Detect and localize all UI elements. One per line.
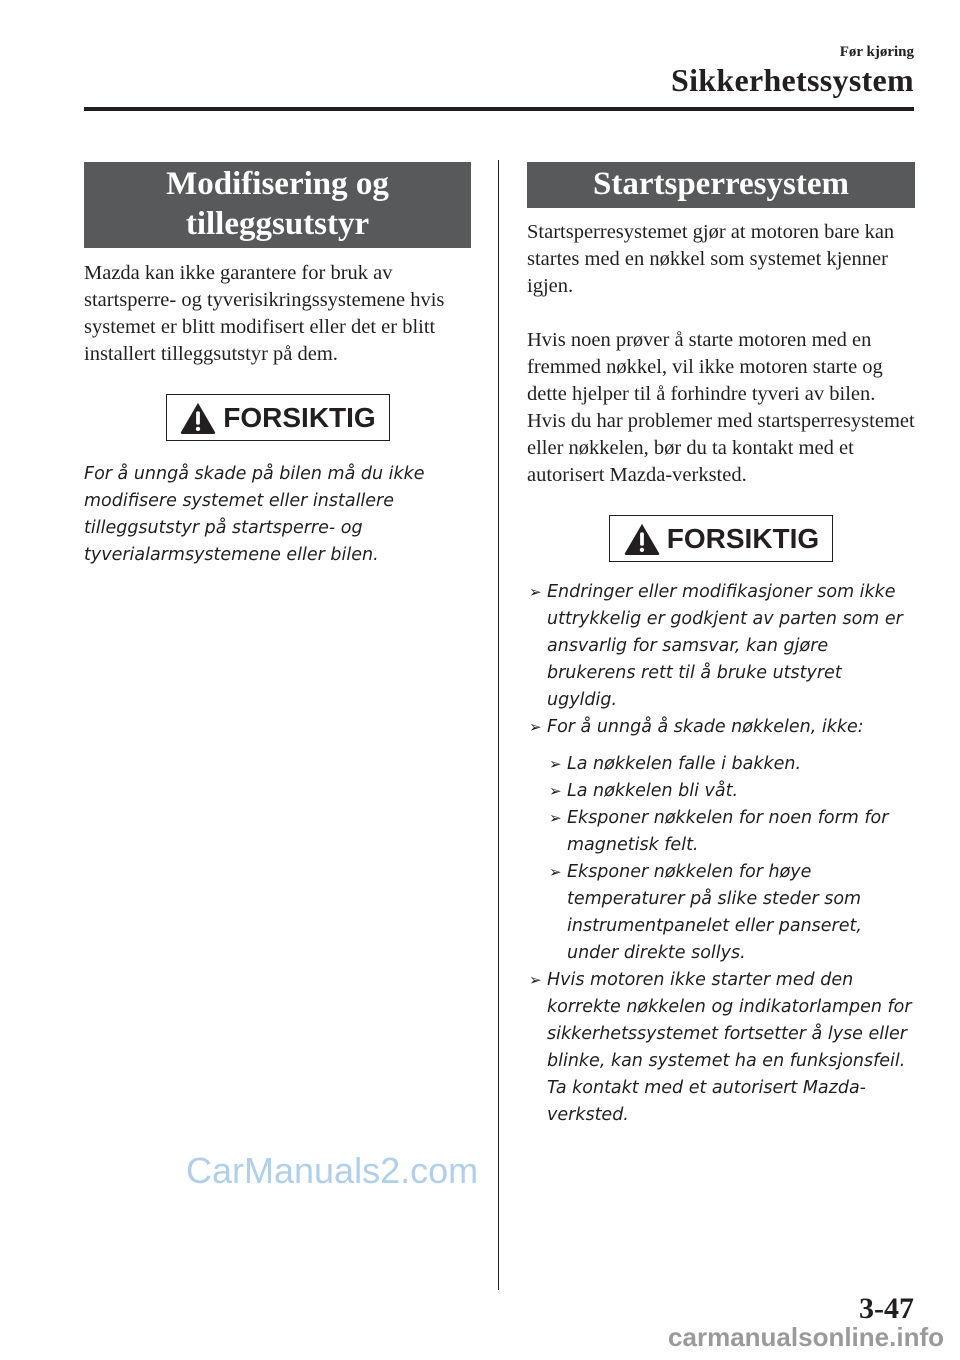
left-title-line1: Modifisering og [166, 166, 389, 202]
left-caution-label: FORSIKTIG [223, 401, 376, 433]
list-item: ➢ Hvis motoren ikke starter med den korrekte nøkkelen og indikatorlampen for sikkerhetssystemet fortsetter å lyse eller blinke, kan systemet ha en funksjonsfeil. Ta kontakt med et autorisert Mazda-verksted. [527, 967, 915, 1129]
left-title-line2: tilleggsutstyr [185, 206, 370, 242]
key-sub-bullet-list [527, 751, 915, 967]
right-para-2: Hvis noen prøver å starte motoren med en fremmed nøkkel, vil ikke motoren starte og dette hjelper til å forhindre tyveri av bilen. [527, 329, 883, 405]
watermark-text: CarManuals2.com [186, 1150, 479, 1191]
left-caution-text: For å unngå skade på bilen må du ikke modifisere systemet eller installere tilleggsutstyr på startsperre- og tyverialarmsystemene eller bilen. [84, 464, 425, 565]
list-item: ➢ La nøkkelen bli våt. [547, 778, 915, 805]
list-item: ➢ Eksponer nøkkelen for noen form for magnetisk felt. [547, 805, 915, 859]
right-caution-label: FORSIKTIG [666, 522, 820, 554]
chapter-label: Før kjøring [839, 44, 914, 60]
warning-triangle-icon [623, 522, 661, 556]
caution-bullet-list [527, 579, 915, 741]
arrow-bullet-icon: ➢ [549, 809, 562, 827]
header-rule [84, 107, 914, 111]
left-caution-box [166, 394, 390, 441]
right-section-title: Startsperresystem [527, 162, 915, 208]
right-para-3: Hvis du har problemer med startsperresystemet eller nøkkelen, bør du ta kontakt med et autorisert Mazda-verksted. [527, 410, 915, 486]
right-para-1: Startsperresystemet gjør at motoren bare kan startes med en nøkkel som systemet kjenner igjen. [527, 221, 895, 297]
warning-triangle-icon [179, 401, 217, 435]
left-section-title [84, 162, 471, 248]
footer-watermark: carmanualsonline.info [668, 1322, 944, 1352]
section-heading: Sikkerhetssystem [670, 62, 914, 98]
page-number: 3-47 [859, 1292, 914, 1325]
arrow-bullet-icon: ➢ [549, 863, 562, 881]
list-item: ➢ Endringer eller modifikasjoner som ikke uttrykkelig er godkjent av parten som er ansvarlig for samsvar, kan gjøre brukerens rett til å bruke utstyret ugyldig. [527, 579, 915, 714]
column-divider [498, 160, 499, 1290]
arrow-bullet-icon: ➢ [529, 718, 542, 736]
list-item: ➢ For å unngå å skade nøkkelen, ikke: [527, 714, 915, 741]
caution-bullet-list-end [527, 967, 915, 1129]
arrow-bullet-icon: ➢ [529, 971, 542, 989]
left-body-text: Mazda kan ikke garantere for bruk av startsperre- og tyverisikringssystemene hvis systemet er blitt modifisert eller det er blitt installert tilleggsutstyr på dem. [84, 262, 445, 365]
right-caution-box [609, 515, 833, 562]
list-item: ➢ La nøkkelen falle i bakken. [547, 751, 915, 778]
arrow-bullet-icon: ➢ [549, 782, 562, 800]
left-column [84, 162, 471, 569]
right-column [527, 162, 915, 1129]
list-item: ➢ Eksponer nøkkelen for høye temperaturer på slike steder som instrumentpanelet eller panseret, under direkte sollys. [547, 859, 915, 967]
arrow-bullet-icon: ➢ [529, 583, 542, 601]
arrow-bullet-icon: ➢ [549, 755, 562, 773]
